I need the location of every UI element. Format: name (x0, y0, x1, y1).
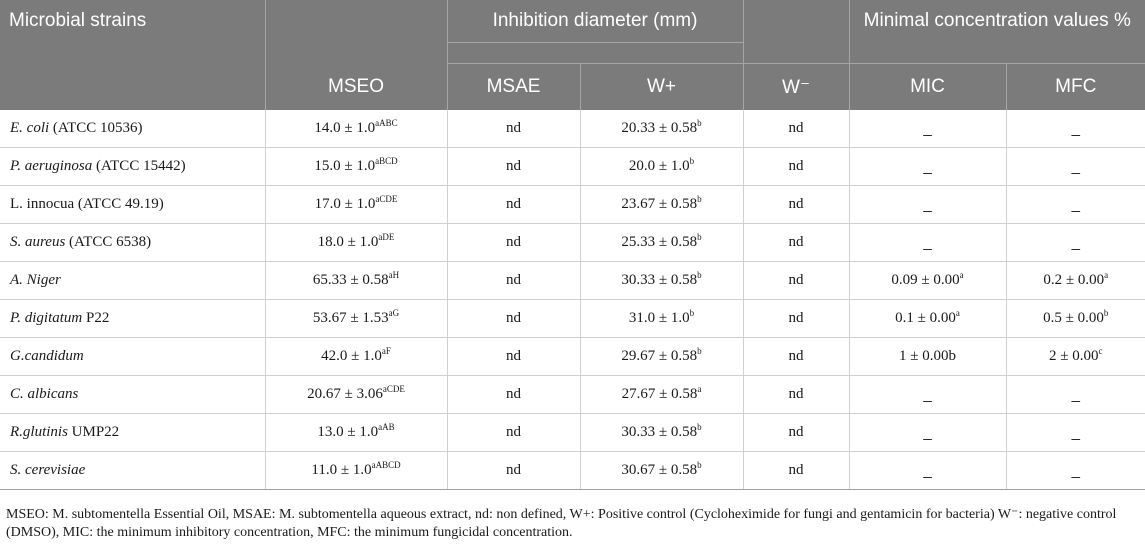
mseo-value: 13.0 ± 1.0 (317, 424, 379, 440)
strain-cell (0, 110, 265, 148)
strain-cell (0, 224, 265, 262)
wplus-value: 20.33 ± 0.58 (621, 120, 698, 136)
wplus-value: 30.33 ± 0.58 (621, 424, 698, 440)
wplus-cell (580, 224, 743, 262)
header-wminus: W⁻ (743, 64, 849, 111)
mic-cell (849, 148, 1006, 186)
table-row (0, 224, 1145, 262)
mfc-value: _ (1071, 119, 1080, 137)
mseo-cell (265, 414, 447, 452)
strain-name-italic: A. Niger (10, 272, 61, 288)
strain-name-plain: (ATCC 10536) (49, 120, 143, 136)
mseo-superscript: aH (388, 270, 400, 280)
msae-cell (447, 110, 580, 148)
mseo-cell (265, 224, 447, 262)
strain-name-italic: P. digitatum (10, 310, 83, 326)
wplus-superscript: b (697, 346, 702, 356)
wplus-cell (580, 376, 743, 414)
table-row (0, 300, 1145, 338)
wplus-superscript: b (689, 156, 695, 166)
mseo-cell (265, 262, 447, 300)
mfc-superscript: b (1103, 308, 1109, 318)
header-blank-strain (0, 64, 265, 111)
table-footnote: MSEO: M. subtomentella Essential Oil, MSAE: M. subtomentella aqueous extract, nd: non defined, W+: Positive control (Cycloheximide for fungi and gentamicin for bacteria) W⁻: negative control (DMSO), MIC: the minimum inhibitory concentration, MFC: the minimum fungicidal concentration. (6, 507, 1117, 540)
msae-cell (447, 452, 580, 490)
mseo-superscript: aAB (378, 422, 395, 432)
mfc-cell (1006, 110, 1145, 148)
mseo-cell (265, 452, 447, 490)
wplus-value: 23.67 ± 0.58 (621, 196, 698, 212)
strain-cell (0, 186, 265, 224)
header-blank-wminus-top (743, 0, 849, 64)
wminus-cell (743, 224, 849, 262)
table-header (0, 0, 1145, 110)
strain-cell (0, 338, 265, 376)
strain-cell (0, 262, 265, 300)
msae-value: nd (506, 196, 521, 212)
mfc-cell (1006, 414, 1145, 452)
mfc-cell (1006, 224, 1145, 262)
strain-name-plain: UMP22 (67, 424, 120, 440)
mfc-value: _ (1071, 233, 1080, 251)
msae-value: nd (506, 348, 521, 364)
mic-value: _ (923, 119, 932, 137)
msae-value: nd (506, 120, 521, 136)
wminus-cell (743, 262, 849, 300)
wplus-superscript: b (697, 422, 702, 432)
wminus-value: nd (788, 424, 804, 440)
strain-name-italic: P. aeruginosa (10, 158, 93, 174)
wminus-cell (743, 338, 849, 376)
wplus-value: 30.33 ± 0.58 (621, 272, 698, 288)
wminus-value: nd (788, 272, 804, 288)
header-inhibition-diameter: Inhibition diameter (mm) (447, 0, 743, 43)
mic-value: _ (923, 195, 932, 213)
strain-cell (0, 300, 265, 338)
wminus-value: nd (788, 158, 804, 174)
wplus-value: 30.67 ± 0.58 (621, 462, 698, 478)
mseo-value: 11.0 ± 1.0 (311, 462, 372, 478)
strain-name-plain: (ATCC 6538) (65, 234, 152, 250)
header-minimal-concentration: Minimal concentration values % (849, 0, 1145, 64)
strain-name-italic: S. aureus (10, 234, 66, 250)
msae-value: nd (506, 158, 521, 174)
header-mfc: MFC (1006, 64, 1145, 111)
mfc-cell (1006, 186, 1145, 224)
msae-cell (447, 338, 580, 376)
mic-value: _ (923, 157, 932, 175)
wplus-superscript: b (697, 460, 702, 470)
wplus-value: 20.0 ± 1.0 (628, 158, 690, 174)
wminus-value: nd (788, 386, 804, 402)
mfc-value: _ (1071, 423, 1080, 441)
mseo-value: 17.0 ± 1.0 (314, 196, 376, 212)
wminus-cell (743, 414, 849, 452)
mseo-value: 14.0 ± 1.0 (314, 120, 376, 136)
mic-cell (849, 300, 1006, 338)
header-mic: MIC (849, 64, 1006, 111)
mseo-superscript: aDE (378, 232, 395, 242)
mfc-cell (1006, 376, 1145, 414)
strain-name-plain: P22 (82, 310, 110, 326)
mseo-superscript: aG (388, 308, 400, 318)
mic-value: _ (923, 461, 932, 479)
mseo-superscript: aCDE (375, 194, 398, 204)
wplus-superscript: b (689, 308, 695, 318)
mic-value: _ (923, 233, 932, 251)
wminus-value: nd (788, 462, 804, 478)
msae-value: nd (506, 234, 521, 250)
msae-cell (447, 414, 580, 452)
msae-value: nd (506, 424, 521, 440)
mfc-cell (1006, 452, 1145, 490)
mseo-value: 42.0 ± 1.0 (321, 348, 382, 364)
wplus-value: 31.0 ± 1.0 (628, 310, 690, 326)
wplus-cell (580, 110, 743, 148)
mseo-superscript: aABCD (371, 460, 401, 470)
msae-value: nd (506, 272, 521, 288)
table-row (0, 376, 1145, 414)
wminus-cell (743, 376, 849, 414)
msae-cell (447, 224, 580, 262)
wminus-cell (743, 110, 849, 148)
table-row (0, 148, 1145, 186)
header-mseo: MSEO (265, 64, 447, 111)
wplus-cell (580, 300, 743, 338)
mic-value: 0.1 ± 0.00 (895, 310, 956, 326)
mic-cell (849, 376, 1006, 414)
wminus-cell (743, 148, 849, 186)
mic-cell (849, 452, 1006, 490)
mseo-cell (265, 110, 447, 148)
strain-cell (0, 452, 265, 490)
wplus-cell (580, 148, 743, 186)
mseo-cell (265, 338, 447, 376)
mic-cell (849, 110, 1006, 148)
msae-cell (447, 148, 580, 186)
mfc-value: 2 ± 0.00 (1049, 348, 1099, 364)
msae-cell (447, 376, 580, 414)
strain-name-plain: (ATCC 15442) (92, 158, 186, 174)
mic-value: 0.09 ± 0.00 (891, 272, 960, 288)
wplus-superscript: b (697, 270, 702, 280)
strain-name-italic: S. cerevisiae (10, 462, 86, 478)
mseo-value: 20.67 ± 3.06 (307, 386, 383, 402)
mfc-cell (1006, 300, 1145, 338)
header-wplus: W+ (580, 64, 743, 111)
header-msae: MSAE (447, 64, 580, 111)
wminus-value: nd (788, 234, 804, 250)
msae-value: nd (506, 386, 521, 402)
wminus-value: nd (788, 120, 804, 136)
mfc-cell (1006, 262, 1145, 300)
mfc-value: _ (1071, 157, 1080, 175)
wplus-superscript: b (697, 194, 702, 204)
wplus-cell (580, 414, 743, 452)
table-row (0, 186, 1145, 224)
wplus-cell (580, 452, 743, 490)
table-row (0, 110, 1145, 148)
table-row (0, 414, 1145, 452)
mfc-superscript: c (1098, 346, 1103, 356)
strain-cell (0, 376, 265, 414)
strain-cell (0, 148, 265, 186)
mseo-value: 65.33 ± 0.58 (312, 272, 389, 288)
mic-cell (849, 414, 1006, 452)
mic-cell (849, 224, 1006, 262)
mic-value: _ (923, 423, 932, 441)
msae-value: nd (506, 310, 521, 326)
wplus-cell (580, 262, 743, 300)
mic-value: _ (923, 385, 932, 403)
mic-cell (849, 262, 1006, 300)
wminus-value: nd (788, 310, 804, 326)
msae-cell (447, 262, 580, 300)
header-microbial-strains: Microbial strains (0, 0, 265, 64)
mfc-superscript: a (1104, 270, 1109, 280)
wplus-superscript: b (697, 232, 702, 242)
strain-name-plain: L. innocua (ATCC 49.19) (10, 196, 164, 212)
msae-cell (447, 186, 580, 224)
mseo-superscript: aF (381, 346, 391, 356)
mfc-value: 0.5 ± 0.00 (1043, 310, 1104, 326)
mseo-superscript: aABC (375, 118, 398, 128)
msae-cell (447, 300, 580, 338)
strain-name-italic: R.glutinis (10, 424, 68, 440)
mseo-cell (265, 186, 447, 224)
mseo-value: 53.67 ± 1.53 (312, 310, 389, 326)
wminus-cell (743, 452, 849, 490)
mseo-cell (265, 300, 447, 338)
header-blank-mseo-top (265, 0, 447, 64)
wplus-superscript: a (697, 384, 702, 394)
table-row (0, 338, 1145, 376)
mfc-value: _ (1071, 385, 1080, 403)
mseo-cell (265, 376, 447, 414)
wminus-value: nd (788, 348, 804, 364)
mic-superscript: a (955, 308, 960, 318)
mseo-value: 15.0 ± 1.0 (314, 158, 376, 174)
mic-value: 1 ± 0.00b (899, 348, 956, 364)
mfc-value: _ (1071, 461, 1080, 479)
header-blank-spacer (447, 43, 743, 64)
strain-name-italic: G.candidum (10, 348, 84, 364)
mfc-value: 0.2 ± 0.00 (1043, 272, 1105, 288)
strain-name-italic: E. coli (10, 120, 50, 136)
table-row (0, 262, 1145, 300)
wplus-value: 29.67 ± 0.58 (621, 348, 698, 364)
strain-cell (0, 414, 265, 452)
table-body (0, 110, 1145, 490)
mseo-cell (265, 148, 447, 186)
wminus-cell (743, 300, 849, 338)
mfc-cell (1006, 148, 1145, 186)
msae-value: nd (506, 462, 521, 478)
wplus-superscript: b (697, 118, 702, 128)
mfc-value: _ (1071, 195, 1080, 213)
mseo-superscript: aBCD (375, 156, 398, 166)
wplus-value: 27.67 ± 0.58 (621, 386, 698, 402)
mfc-cell (1006, 338, 1145, 376)
wminus-cell (743, 186, 849, 224)
wplus-value: 25.33 ± 0.58 (621, 234, 698, 250)
wplus-cell (580, 186, 743, 224)
strain-name-italic: C. albicans (10, 386, 79, 402)
mic-cell (849, 186, 1006, 224)
mic-superscript: a (959, 270, 964, 280)
mseo-value: 18.0 ± 1.0 (317, 234, 379, 250)
wplus-cell (580, 338, 743, 376)
table-row (0, 452, 1145, 490)
mseo-superscript: aCDE (382, 384, 405, 394)
mic-cell (849, 338, 1006, 376)
wminus-value: nd (788, 196, 804, 212)
